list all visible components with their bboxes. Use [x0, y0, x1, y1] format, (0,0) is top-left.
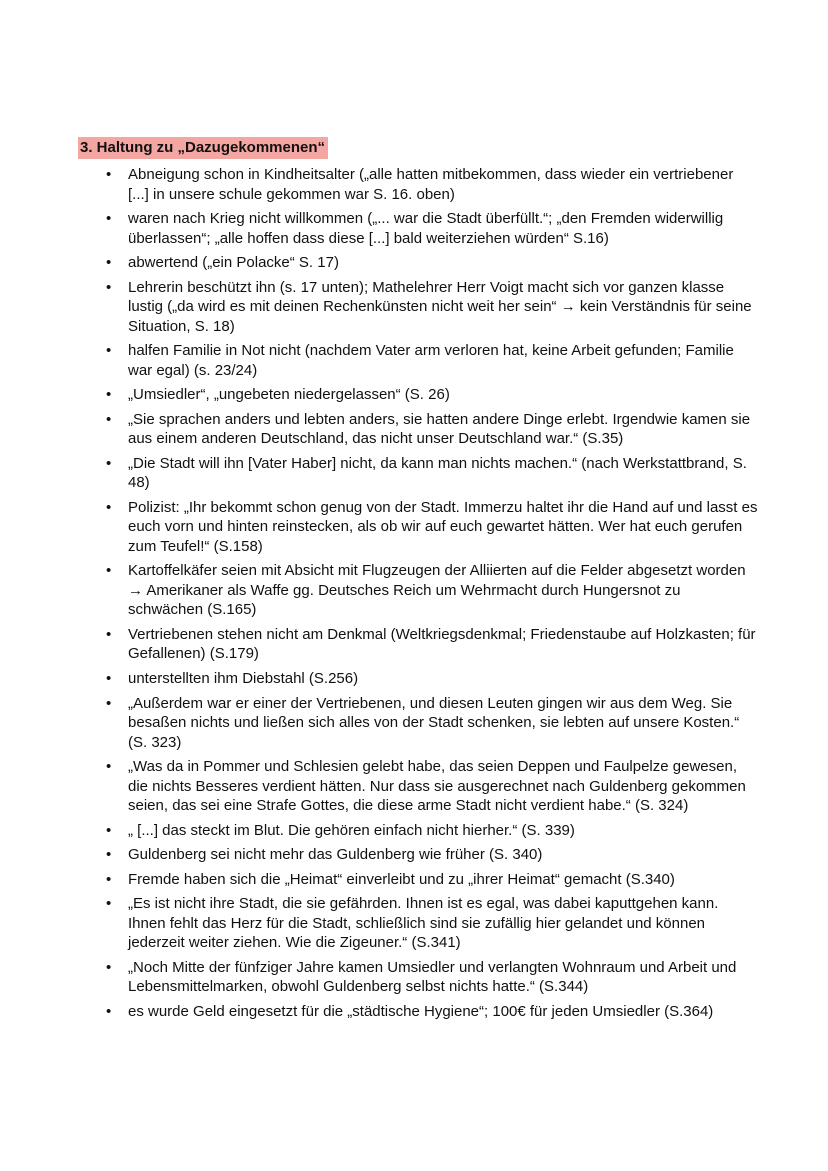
list-item-text: Abneigung schon in Kindheitsalter („alle hatten mitbekommen, dass wieder ein vertriebener [...] in unsere schule gekommen war S. 16. oben): [128, 166, 734, 203]
bullet-icon: •: [106, 1002, 112, 1020]
list-item-text: „Umsiedler“, „ungebeten niedergelassen“ (S. 26): [128, 386, 450, 404]
list-item-text: es wurde Geld eingesetzt für die „städtische Hygiene“; 100€ für jeden Umsiedler (S.364): [128, 1002, 714, 1020]
list-item-text: Guldenberg sei nicht mehr das Guldenberg wie früher (S. 340): [128, 846, 543, 864]
list-item-text: „Die Stadt will ihn [Vater Haber] nicht, da kann man nichts machen.“ (nach Werkstattbrand, S. 48): [128, 454, 747, 492]
bullet-icon: •: [106, 625, 112, 643]
list-item-text: unterstellten ihm Diebstahl (S.256): [128, 670, 359, 688]
list-item-text: „Es ist nicht ihre Stadt, die sie gefährden. Ihnen ist es egal, was dabei kaputtgehen kann. Ihnen fehlt das Herz für die Stadt, schließlich sind sie zufällig hier gelandet und können jederzeit weiter ziehen. Wie die Zigeuner.“ (S.341): [128, 895, 719, 952]
list-item-text: abwertend („ein Polacke“ S. 17): [128, 254, 339, 272]
list-item: [106, 209, 758, 248]
bullet-icon: •: [106, 342, 112, 360]
list-item-text: „Außerdem war er einer der Vertriebenen, und diesen Leuten gingen wir aus dem Weg. Sie besaßen nichts und ließen sich alles von der Stadt schenken, sie lebten auf unsere Kosten.“ (S. 323): [128, 694, 740, 751]
bullet-icon: •: [106, 410, 112, 428]
bullet-icon: •: [106, 254, 112, 272]
list-item: [106, 845, 758, 865]
bullet-icon: •: [106, 498, 112, 516]
list-item: [106, 165, 758, 204]
bullet-icon: •: [106, 562, 112, 580]
bullet-icon: •: [106, 846, 112, 864]
list-item: [106, 958, 758, 997]
list-item-text: „Sie sprachen anders und lebten anders, sie hatten andere Dinge erlebt. Irgendwie kamen sie aus einem anderen Deutschland, das nicht unser Deutschland war.“ (S.35): [128, 410, 751, 448]
section-heading: 3. Haltung zu „Dazugekommenen“: [78, 137, 328, 159]
list-item: [106, 341, 758, 380]
bullet-icon: •: [106, 870, 112, 888]
list-item: [106, 385, 758, 405]
list-item-text: halfen Familie in Not nicht (nachdem Vater arm verloren hat, keine Arbeit gefunden; Familie war egal) (s. 23/24): [128, 342, 734, 379]
list-item: [106, 694, 758, 753]
list-item: [106, 894, 758, 953]
bullet-icon: •: [106, 958, 112, 976]
list-item-text: Lehrerin beschützt ihn (s. 17 unten); Mathelehrer Herr Voigt macht sich vor ganzen klasse lustig („da wird es mit deinen Rechenkünsten nicht weit her sein“ → kein Verständnis für seine Situation, S. 18): [128, 278, 752, 335]
bullet-icon: •: [106, 670, 112, 688]
bullet-icon: •: [106, 694, 112, 712]
list-item: [106, 454, 758, 493]
list-item-text: Kartoffelkäfer seien mit Absicht mit Flugzeugen der Alliierten auf die Felder abgesetzt worden → Amerikaner als Waffe gg. Deutsches Reich um Wehrmacht durch Hungersnot zu schwächen (S.165): [128, 562, 746, 619]
bullet-icon: •: [106, 895, 112, 913]
list-item: [106, 253, 758, 273]
list-item-text: Polizist: „Ihr bekommt schon genug von der Stadt. Immerzu haltet ihr die Hand auf und lasst es euch vorn und hinten reinstecken, als ob wir auf euch gewartet hätten. Wer hat euch gerufen zum Teufel!“ (S.158): [128, 498, 758, 555]
list-item: [106, 1002, 758, 1022]
list-item-text: waren nach Krieg nicht willkommen („... war die Stadt überfüllt.“; „den Fremden widerwillig überlassen“; „alle hoffen dass diese [...] bald weiterziehen würden“ S.16): [128, 210, 724, 247]
list-item-text: „Was da in Pommer und Schlesien gelebt habe, das seien Deppen und Faulpelze gewesen, die nichts Besseres verdient hätten. Nur dass sie ausgerechnet nach Guldenberg gekommen seien, das sei eine Strafe Gottes, die diese arme Stadt nicht verdient habe.“ (S. 324): [128, 758, 746, 815]
bullet-icon: •: [106, 278, 112, 296]
list-item: [106, 625, 758, 664]
list-item-text: Fremde haben sich die „Heimat“ einverleibt und zu „ihrer Heimat“ gemacht (S.340): [128, 870, 675, 888]
list-item: [106, 669, 758, 689]
list-item: [106, 561, 758, 620]
bullet-icon: •: [106, 386, 112, 404]
list-item-text: „Noch Mitte der fünfziger Jahre kamen Umsiedler und verlangten Wohnraum und Arbeit und Lebensmittelmarken, obwohl Guldenberg selbst nichts hatte.“ (S.344): [128, 958, 737, 996]
bullet-icon: •: [106, 758, 112, 776]
list-item-text: Vertriebenen stehen nicht am Denkmal (Weltkriegsdenkmal; Friedenstaube auf Holzkasten; für Gefallenen) (S.179): [128, 625, 756, 663]
list-item-text: „ [...] das steckt im Blut. Die gehören einfach nicht hierher.“ (S. 339): [128, 821, 575, 839]
bullet-icon: •: [106, 210, 112, 228]
note-list: [106, 165, 758, 1026]
list-item: [106, 278, 758, 337]
list-item: [106, 410, 758, 449]
list-item: [106, 821, 758, 841]
bullet-icon: •: [106, 821, 112, 839]
bullet-icon: •: [106, 454, 112, 472]
bullet-icon: •: [106, 166, 112, 183]
list-item: [106, 757, 758, 816]
list-item: [106, 498, 758, 557]
list-item: [106, 870, 758, 890]
